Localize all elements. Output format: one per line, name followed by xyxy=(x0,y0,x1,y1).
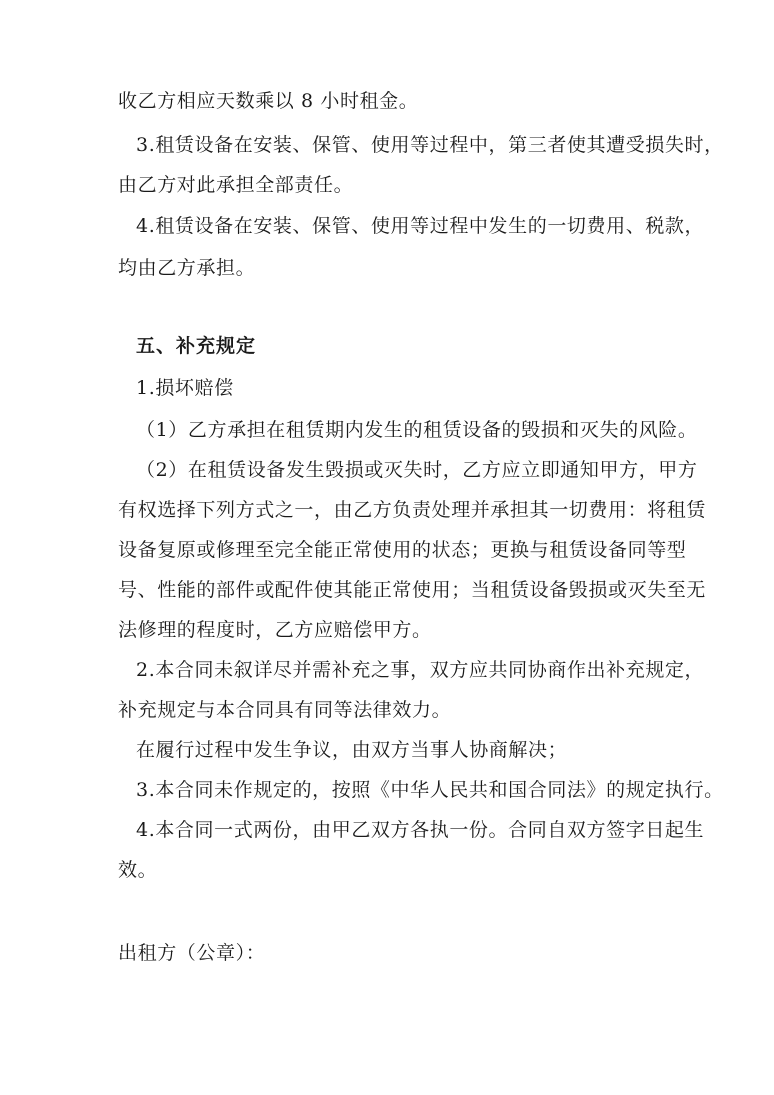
paragraph-line: 4.租赁设备在安装、保管、使用等过程中发生的一切费用、税款， xyxy=(136,215,705,237)
paragraph-line: 法修理的程度时，乙方应赔偿甲方。 xyxy=(118,619,432,641)
paragraph-line: 3.本合同未作规定的，按照《中华人民共和国合同法》的规定执行。 xyxy=(136,779,724,801)
paragraph-line: 1.损坏赔偿 xyxy=(136,377,234,399)
paragraph-line: 3.租赁设备在安装、保管、使用等过程中，第三者使其遭受损失时， xyxy=(136,134,724,156)
section-heading: 五、补充规定 xyxy=(136,335,257,357)
paragraph-line: （1）乙方承担在租赁期内发生的租赁设备的毁损和灭失的风险。 xyxy=(136,419,698,441)
paragraph-line: 在履行过程中发生争议，由双方当事人协商解决； xyxy=(136,739,568,761)
paragraph-line: 2.本合同未叙详尽并需补充之事，双方应共同协商作出补充规定， xyxy=(136,659,705,681)
paragraph-line: 收乙方相应天数乘以 8 小时租金。 xyxy=(118,90,419,112)
paragraph-line: 有权选择下列方式之一，由乙方负责处理并承担其一切费用：将租赁 xyxy=(118,499,707,521)
paragraph-line: （2）在租赁设备发生毁损或灭失时，乙方应立即通知甲方，甲方 xyxy=(136,459,698,481)
paragraph-line: 4.本合同一式两份，由甲乙双方各执一份。合同自双方签字日起生 xyxy=(136,819,705,841)
lessor-seal-label: 出租方（公章）： xyxy=(118,942,266,964)
paragraph-line: 设备复原或修理至完全能正常使用的状态；更换与租赁设备同等型 xyxy=(118,539,687,561)
paragraph-line: 补充规定与本合同具有同等法律效力。 xyxy=(118,699,452,721)
paragraph-line: 均由乙方承担。 xyxy=(118,257,256,279)
paragraph-line: 效。 xyxy=(118,859,158,881)
paragraph-line: 号、性能的部件或配件使其能正常使用；当租赁设备毁损或灭失至无 xyxy=(118,579,707,601)
paragraph-line: 由乙方对此承担全部责任。 xyxy=(118,174,354,196)
